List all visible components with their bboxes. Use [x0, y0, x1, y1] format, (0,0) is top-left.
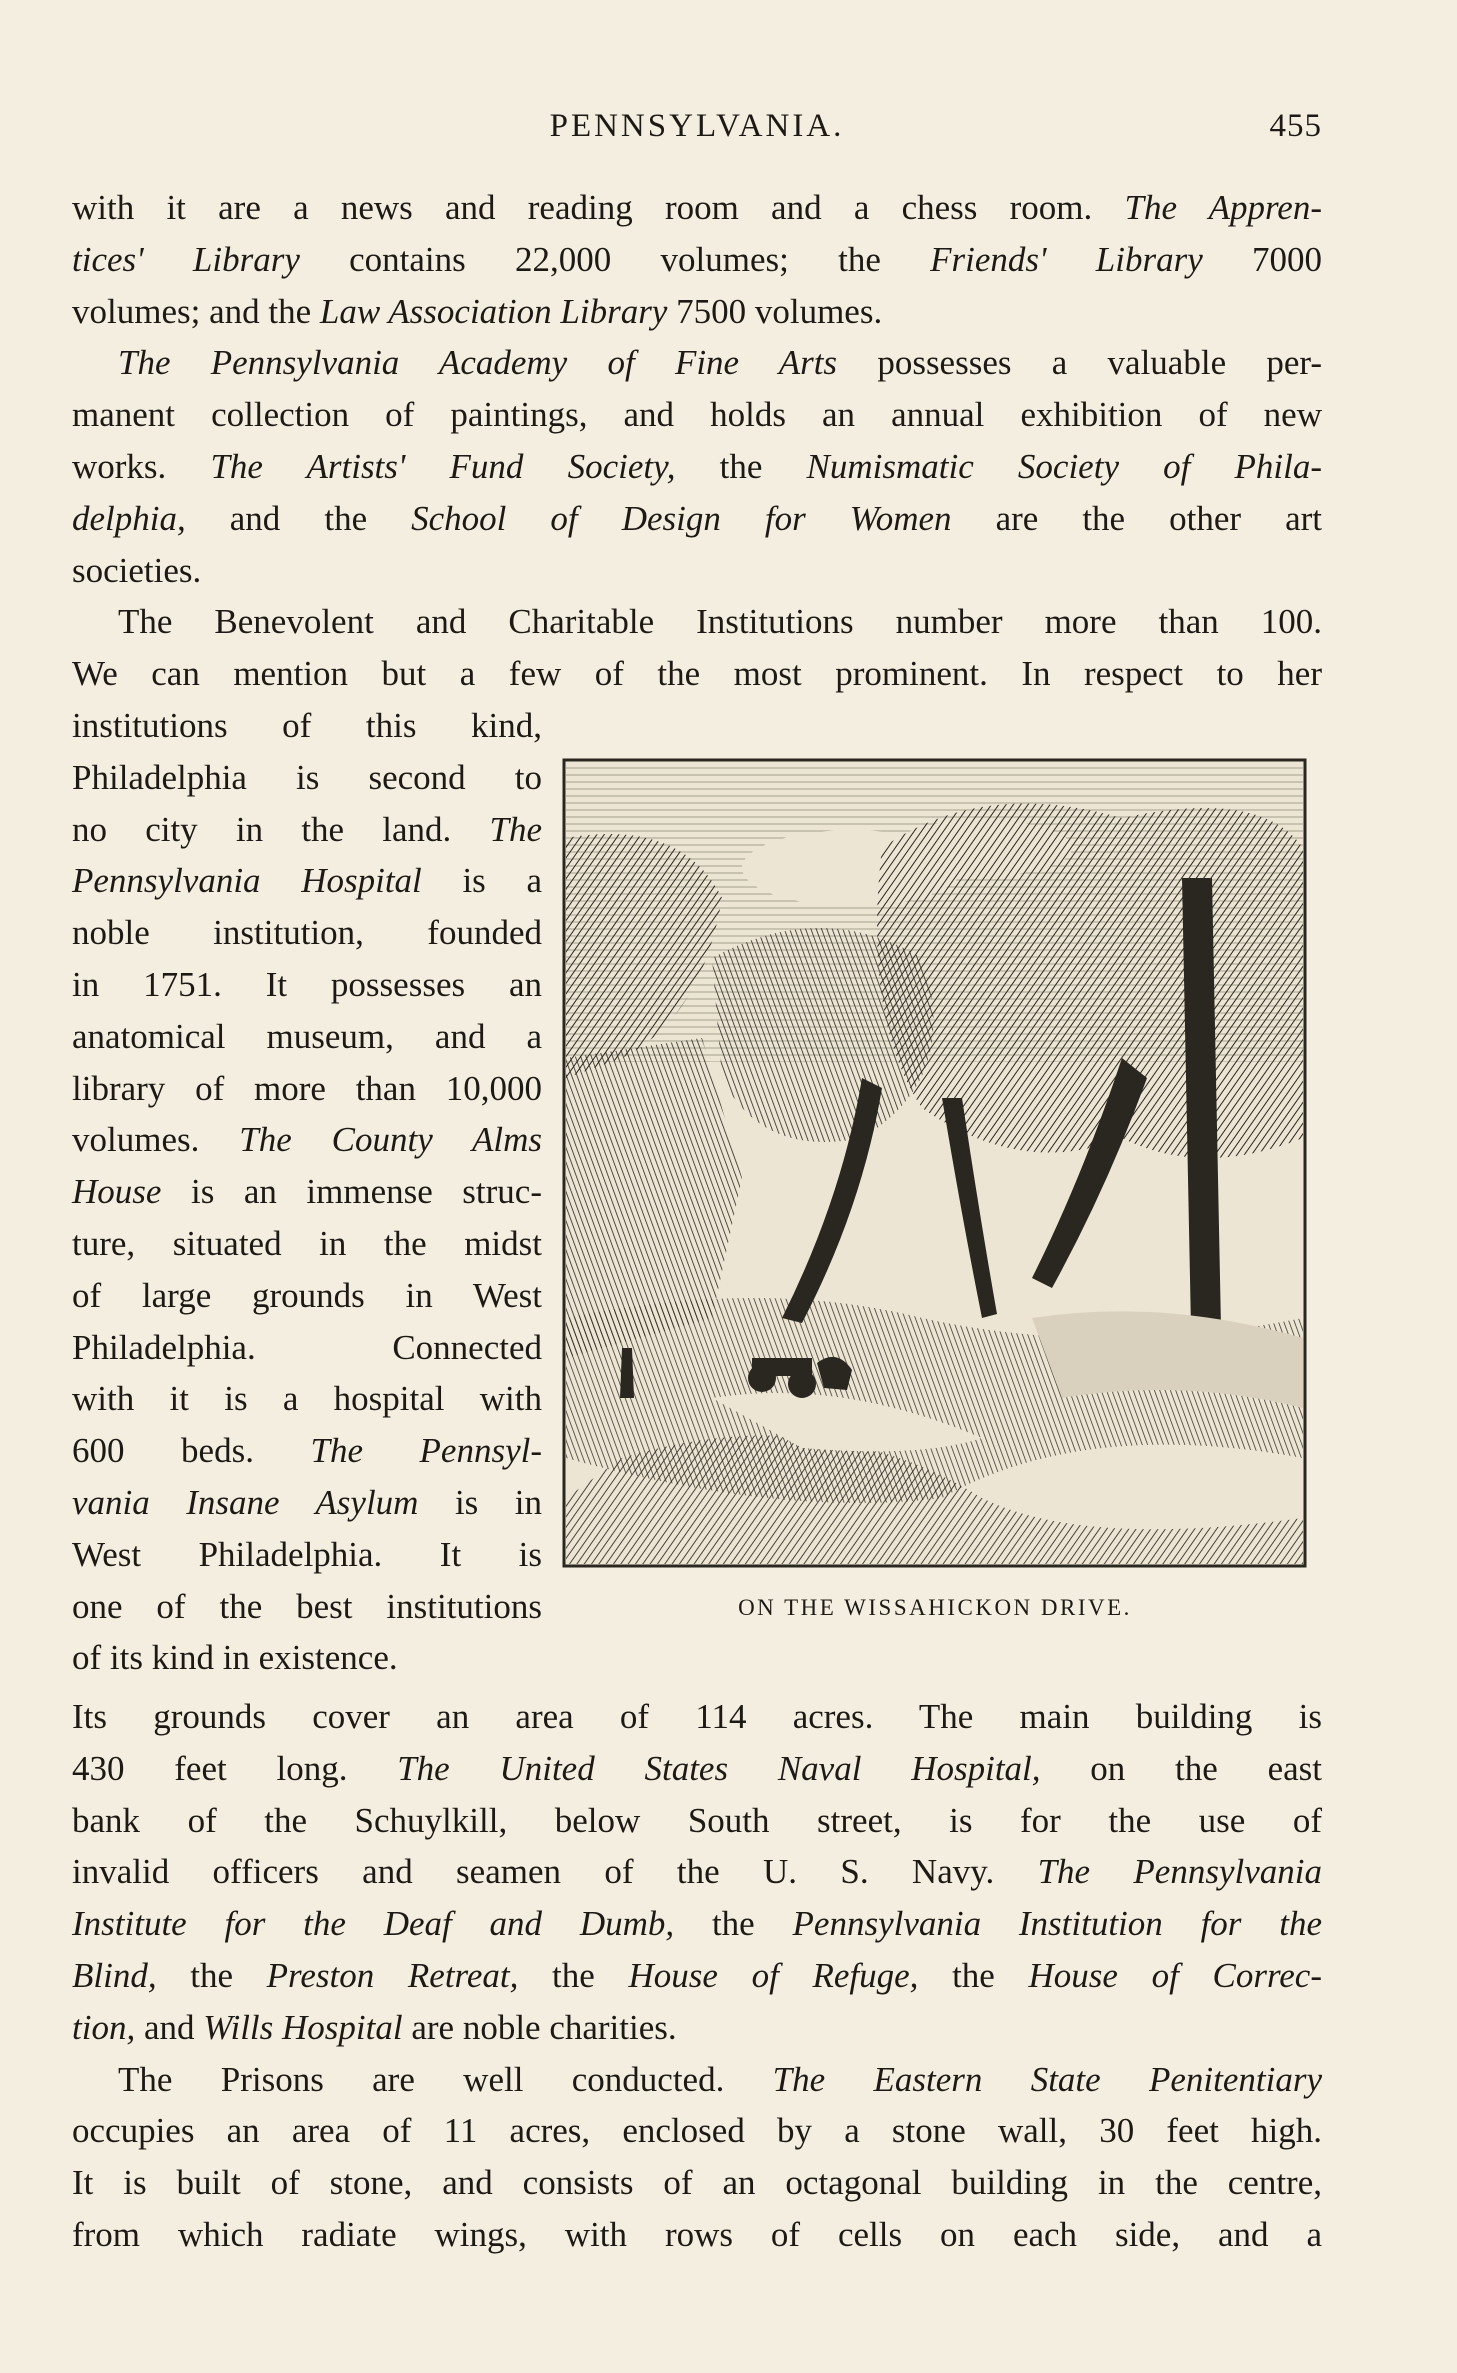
page-running-title: PENNSYLVANIA. [549, 108, 845, 144]
text-line: delphia, and the School of Design for Women are the other art [72, 498, 1322, 538]
text-line: West Philadelphia. It is [72, 1534, 542, 1574]
text-line: 430 feet long. The United States Naval Hospital, on the east [72, 1748, 1322, 1788]
running-header [72, 108, 1322, 158]
page-number: 455 [1269, 108, 1322, 144]
text-line: with it is a hospital with [72, 1379, 542, 1419]
paragraph-bottom [72, 1691, 1322, 2261]
paragraph-beside-figure [72, 700, 542, 1684]
text-line: House is an immense struc- [72, 1172, 542, 1212]
text-line: library of more than 10,000 [72, 1068, 542, 1108]
text-line: in 1751. It possesses an [72, 964, 542, 1004]
text-line: anatomical museum, and a [72, 1016, 542, 1056]
wissahickon-engraving [562, 758, 1307, 1568]
text-line: occupies an area of 11 acres, enclosed by a stone wall, 30 feet high. [72, 2111, 1322, 2151]
text-line: 600 beds. The Pennsyl- [72, 1431, 542, 1471]
text-line: with it are a news and reading room and a chess room. The Appren- [72, 188, 1322, 227]
text-line: Institute for the Deaf and Dumb, the Pennsylvania Institution for the [72, 1904, 1322, 1944]
text-line: of large grounds in West [72, 1275, 542, 1315]
text-line: Blind, the Preston Retreat, the House of Refuge, the House of Correc- [72, 1955, 1322, 1995]
text-line: The Prisons are well conducted. The Eastern State Penitentiary [118, 2059, 1322, 2099]
text-line: It is built of stone, and consists of an octagonal building in the centre, [72, 2163, 1322, 2203]
text-line: from which radiate wings, with rows of cells on each side, and a [72, 2214, 1322, 2254]
text-line: volumes. The County Alms [72, 1120, 542, 1160]
text-line: Philadelphia. Connected [72, 1327, 542, 1367]
text-line: no city in the land. The [72, 809, 542, 849]
text-line: one of the best institutions [72, 1586, 542, 1626]
text-line: ture, situated in the midst [72, 1223, 542, 1263]
text-line: bank of the Schuylkill, below South street, is for the use of [72, 1800, 1322, 1840]
text-line: societies. [72, 550, 202, 590]
text-line: Pennsylvania Hospital is a [72, 861, 542, 901]
text-line: tices' Library contains 22,000 volumes; the Friends' Library 7000 [72, 239, 1322, 279]
text-line: Its grounds cover an area of 114 acres. The main building is [72, 1697, 1322, 1736]
text-line: We can mention but a few of the most prominent. In respect to her [72, 654, 1322, 694]
text-line: manent collection of paintings, and holds an annual exhibition of new [72, 395, 1322, 435]
text-line: of its kind in existence. [72, 1638, 398, 1678]
figure-caption: ON THE WISSAHICKON DRIVE. [738, 1595, 1132, 1620]
text-line: works. The Artists' Fund Society, the Numismatic Society of Phila- [72, 446, 1322, 486]
text-line: The Benevolent and Charitable Institutions number more than 100. [118, 602, 1322, 642]
text-line: vania Insane Asylum is in [72, 1482, 542, 1522]
text-line: invalid officers and seamen of the U. S. Navy. The Pennsylvania [72, 1852, 1322, 1892]
text-line: The Pennsylvania Academy of Fine Arts possesses a valuable per- [118, 343, 1323, 383]
text-line: volumes; and the Law Association Library 7500 volumes. [72, 291, 883, 331]
text-line: Philadelphia is second to [72, 757, 542, 797]
engraving-illustration [562, 758, 1307, 1568]
text-line: institutions of this kind, [72, 706, 542, 745]
text-line: noble institution, founded [72, 913, 542, 953]
paragraph-top [72, 182, 1322, 700]
text-line: tion, and Wills Hospital are noble charities. [72, 2007, 677, 2047]
